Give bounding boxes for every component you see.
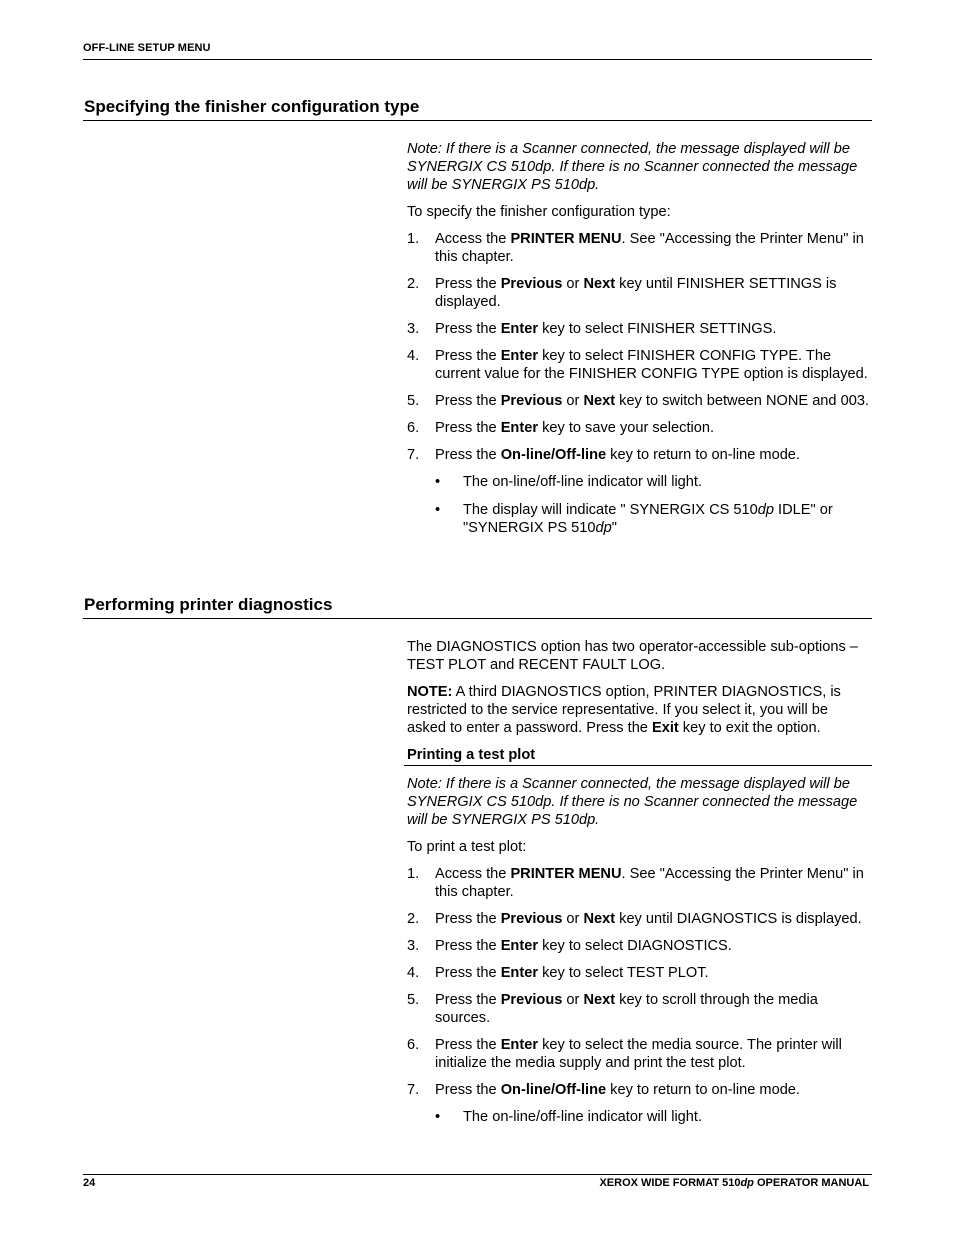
step-text: key to select TEST PLOT. <box>538 965 709 981</box>
step-item <box>407 347 869 383</box>
step-text: Press the <box>435 1037 501 1053</box>
step-text: key to save your selection. <box>538 420 715 436</box>
step-item <box>407 937 869 955</box>
bullet-list <box>407 473 869 537</box>
step-text: . See "Accessing the Printer Menu" in this chapter. <box>435 231 864 265</box>
step-number: 6. <box>407 420 420 436</box>
step-text: Press the <box>435 911 501 927</box>
key-name: Enter <box>500 420 539 436</box>
step-text: key to select FINISHER CONFIG TYPE. The current value for the FINISHER CONFIG TYPE option is displayed. <box>435 348 868 382</box>
key-name: Next <box>583 276 616 292</box>
step-item <box>407 991 869 1027</box>
section-rule <box>83 120 872 121</box>
step-number: 5. <box>407 393 420 409</box>
scanner-note: Note: If there is a Scanner connected, the message displayed will be SYNERGIX CS 510dp. If there is no Scanner connected the message will be SYNERGIX PS 510dp. <box>407 141 858 193</box>
intro-text: To print a test plot: <box>407 839 527 855</box>
step-number: 6. <box>407 1037 420 1053</box>
bullet-icon: • <box>435 1109 441 1125</box>
bullet-text: The on-line/off-line indicator will light. <box>463 1109 703 1125</box>
step-text: Press the <box>435 992 501 1008</box>
note-text: key to exit the option. <box>678 720 821 736</box>
step-item <box>407 865 869 901</box>
section-title-diagnostics: Performing printer diagnostics <box>84 595 333 614</box>
step-text: Press the <box>435 393 501 409</box>
step-item <box>407 446 869 464</box>
footer-rule <box>83 1174 872 1175</box>
step-number: 2. <box>407 276 420 292</box>
intro-text: To specify the finisher configuration type: <box>407 204 671 220</box>
key-name: PRINTER MENU <box>510 866 622 882</box>
step-item <box>407 964 869 982</box>
key-name: Enter <box>500 1037 539 1053</box>
step-text: Press the <box>435 420 501 436</box>
step-text: key until DIAGNOSTICS is displayed. <box>615 911 862 927</box>
key-name: Enter <box>500 938 539 954</box>
manual-title-text: OPERATOR MANUAL <box>753 1177 869 1189</box>
bullet-text: IDLE" or "SYNERGIX PS 510 <box>463 502 833 536</box>
section-title-finisher-config: Specifying the finisher configuration type <box>84 97 420 116</box>
manual-title-text: XEROX WIDE FORMAT 510 <box>599 1177 741 1189</box>
step-item <box>407 320 869 338</box>
step-text: key until FINISHER SETTINGS is displayed. <box>435 276 837 310</box>
step-number: 3. <box>407 321 420 337</box>
header-rule <box>83 59 872 60</box>
key-name: Next <box>583 393 616 409</box>
step-text: Press the <box>435 348 501 364</box>
step-text: or <box>562 276 584 292</box>
step-list <box>407 230 869 464</box>
step-item <box>407 419 869 437</box>
step-number: 1. <box>407 866 420 882</box>
note-paragraph <box>407 683 869 737</box>
step-text: Press the <box>435 1082 501 1098</box>
bullet-text-italic: dp <box>757 502 774 518</box>
key-name: Enter <box>500 321 539 337</box>
subheading-rule <box>404 765 872 766</box>
step-text: . See "Accessing the Printer Menu" in this chapter. <box>435 866 864 900</box>
step-number: 4. <box>407 348 420 364</box>
note-text: A third DIAGNOSTICS option, PRINTER DIAGNOSTICS, is restricted to the service representative. If you select it, you will be asked to enter a password. Press the <box>407 684 841 736</box>
bullet-item <box>407 501 869 537</box>
manual-title-italic: dp <box>740 1177 754 1189</box>
key-name: Previous <box>500 992 563 1008</box>
step-text: key to select FINISHER SETTINGS. <box>538 321 777 337</box>
bullet-icon: • <box>435 502 441 518</box>
step-text: key to return to on-line mode. <box>606 447 800 463</box>
step-text: or <box>562 911 584 927</box>
diagnostics-intro: The DIAGNOSTICS option has two operator-accessible sub-options – TEST PLOT and RECENT FAULT LOG. <box>407 639 858 673</box>
step-text: Press the <box>435 276 501 292</box>
step-item <box>407 1081 869 1099</box>
step-number: 4. <box>407 965 420 981</box>
running-header: OFF-LINE SETUP MENU <box>83 42 211 54</box>
section-rule <box>83 618 872 619</box>
step-number: 1. <box>407 231 420 247</box>
step-item <box>407 910 869 928</box>
bullet-text-italic: dp <box>595 520 612 536</box>
step-number: 2. <box>407 911 420 927</box>
step-text: or <box>562 992 584 1008</box>
key-name: Next <box>583 911 616 927</box>
step-text: key to scroll through the media sources. <box>435 992 818 1026</box>
step-text: Press the <box>435 321 501 337</box>
step-text: key to switch between NONE and 003. <box>615 393 869 409</box>
step-item <box>407 392 869 410</box>
bullet-text: The display will indicate " SYNERGIX CS 510 <box>463 502 758 518</box>
step-number: 7. <box>407 447 420 463</box>
section-body-diagnostics <box>407 638 869 1136</box>
key-name: On-line/Off-line <box>500 447 607 463</box>
key-name: PRINTER MENU <box>510 231 622 247</box>
key-name: Previous <box>500 911 563 927</box>
bullet-list <box>407 1108 869 1126</box>
bullet-text: The on-line/off-line indicator will light. <box>463 474 703 490</box>
step-item <box>407 230 869 266</box>
bullet-icon: • <box>435 474 441 490</box>
bullet-item <box>407 1108 869 1126</box>
step-item <box>407 275 869 311</box>
page-number: 24 <box>83 1177 96 1189</box>
subheading-test-plot: Printing a test plot <box>407 747 536 763</box>
key-name: Next <box>583 992 616 1008</box>
key-name: Enter <box>500 348 539 364</box>
step-text: key to return to on-line mode. <box>606 1082 800 1098</box>
key-name: On-line/Off-line <box>500 1082 607 1098</box>
step-text: Press the <box>435 447 501 463</box>
step-item <box>407 1036 869 1072</box>
bullet-item <box>407 473 869 491</box>
step-text: key to select DIAGNOSTICS. <box>538 938 732 954</box>
key-name: Previous <box>500 393 563 409</box>
step-number: 3. <box>407 938 420 954</box>
key-name: Previous <box>500 276 563 292</box>
step-number: 7. <box>407 1082 420 1098</box>
step-text: key to select the media source. The printer will initialize the media supply and print the test plot. <box>435 1037 842 1071</box>
scanner-note: Note: If there is a Scanner connected, the message displayed will be SYNERGIX CS 510dp. If there is no Scanner connected the message will be SYNERGIX PS 510dp. <box>407 776 858 828</box>
step-text: Access the <box>435 231 511 247</box>
key-name: Enter <box>500 965 539 981</box>
manual-title <box>599 1177 869 1189</box>
step-number: 5. <box>407 992 420 1008</box>
step-text: Press the <box>435 965 501 981</box>
step-list <box>407 865 869 1099</box>
step-text: Press the <box>435 938 501 954</box>
section-body-finisher-config <box>407 140 869 547</box>
bullet-text: " <box>611 520 617 536</box>
key-name: Exit <box>651 720 679 736</box>
step-text: or <box>562 393 584 409</box>
note-label: NOTE: <box>407 684 453 700</box>
step-text: Access the <box>435 866 511 882</box>
